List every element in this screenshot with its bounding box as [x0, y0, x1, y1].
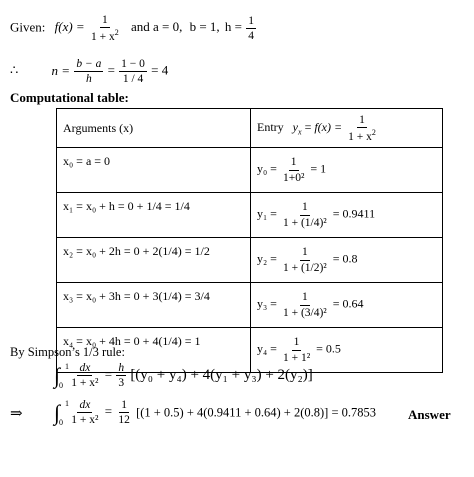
simpson-label: By Simpson’s 1/3 rule: [10, 345, 125, 359]
result-integrand: $\frac{dx}{\text{1 + x²}}$ [71, 399, 99, 427]
table-row [57, 148, 443, 193]
given-h-den: 4 [248, 29, 255, 42]
n-equals: n = [51, 62, 71, 78]
simpson-formula: ∫ 1 0 $\frac{dx}{\text{1 + x²}}$ = $\frac{h}{3}$ [(y₀ + y₄) + 4(y₁ + y₃) + 2(y₂)] [54, 361, 313, 390]
n-frac2-den: 1 / 4 [122, 73, 144, 86]
row-argument: x₃ = x₀ + 3h = 0 + 3(1/4) = 3/4 [57, 283, 251, 328]
given-fx-den: $1 + x^2$ [90, 28, 119, 43]
given-label: Given: [10, 19, 46, 35]
result-arrow: ⇒ [10, 406, 23, 422]
table-title: Computational table: [10, 90, 129, 105]
row-argument: x₀ = a = 0 [57, 148, 251, 193]
n-frac1-num: b − a [74, 58, 103, 72]
given-b: b = 1, [189, 19, 220, 35]
integral-sign: ∫ 1 0 [54, 361, 69, 390]
row-entry: y₄ = $\frac{1}{\text{1 + 1²}}$ = 0.5 [251, 328, 443, 373]
result-body: [(1 + 0.5) + 4(0.9411 + 0.64) + 2(0.8)] = 0.7853 [136, 405, 377, 420]
given-fx-num: 1 [100, 14, 110, 28]
answer-label: Answer [408, 407, 451, 422]
table-row [57, 193, 443, 238]
h-over-3: $\frac{h}{3}$ [118, 362, 125, 390]
result-formula: ∫ 1 0 $\frac{dx}{\text{1 + x²}}$ = $\frac{1}{12}$ [(1 + 0.5) + 4(0.9411 + 0.64) + 2(0.8)] = 0.7853 [54, 398, 377, 427]
given-fx-fraction [89, 14, 121, 43]
row-entry: y₁ = $\frac{1}{\text{1 + (1/4)²}}$ = 0.9411 [251, 193, 443, 238]
row-entry: y₃ = $\frac{1}{\text{1 + (3/4)²}}$ = 0.64 [251, 283, 443, 328]
n-eq1: = [107, 62, 115, 78]
row-argument: x₁ = x₀ + h = 0 + 1/4 = 1/4 [57, 193, 251, 238]
n-fraction-2 [119, 58, 147, 85]
header-entry: Entry $y_x = f(x)$ = $\frac{1}{1 + x^2}$ [251, 109, 443, 148]
table-row [57, 283, 443, 328]
table-row [57, 238, 443, 283]
row-entry: y₀ = $\frac{1}{\text{1+0²}}$ = 1 [251, 148, 443, 193]
given-h-num: 1 [246, 15, 256, 29]
integral-sign: ∫ 1 0 [54, 398, 69, 427]
given-a: and a = 0, [130, 19, 183, 35]
given-line [10, 14, 257, 43]
simpson-body: [(y₀ + y₄) + 4(y₁ + y₃) + 2(y₂)] [130, 367, 313, 384]
given-h: h = [224, 19, 243, 35]
integrand-fraction: $\frac{dx}{\text{1 + x²}}$ [71, 362, 99, 390]
n-frac2-num: 1 − 0 [119, 58, 147, 72]
table-header-row [57, 109, 443, 148]
therefore-symbol: ∴ [10, 62, 19, 78]
given-h-fraction [246, 15, 256, 42]
therefore-line [10, 58, 168, 85]
n-frac1-den: h [85, 73, 92, 86]
row-argument: x₄ = x₀ + 4h = 0 + 4(1/4) = 1 [57, 328, 251, 373]
computational-table [56, 108, 443, 373]
row-argument: x₂ = x₀ + 2h = 0 + 2(1/4) = 1/2 [57, 238, 251, 283]
n-result: = 4 [151, 62, 169, 78]
n-fraction-1 [74, 58, 103, 85]
header-arguments: Arguments (x) [57, 109, 251, 148]
one-over-twelve: $\frac{1}{12}$ [118, 399, 130, 427]
row-entry: y₂ = $\frac{1}{\text{1 + (1/2)²}}$ = 0.8 [251, 238, 443, 283]
given-fx: f(x) = [54, 19, 85, 35]
